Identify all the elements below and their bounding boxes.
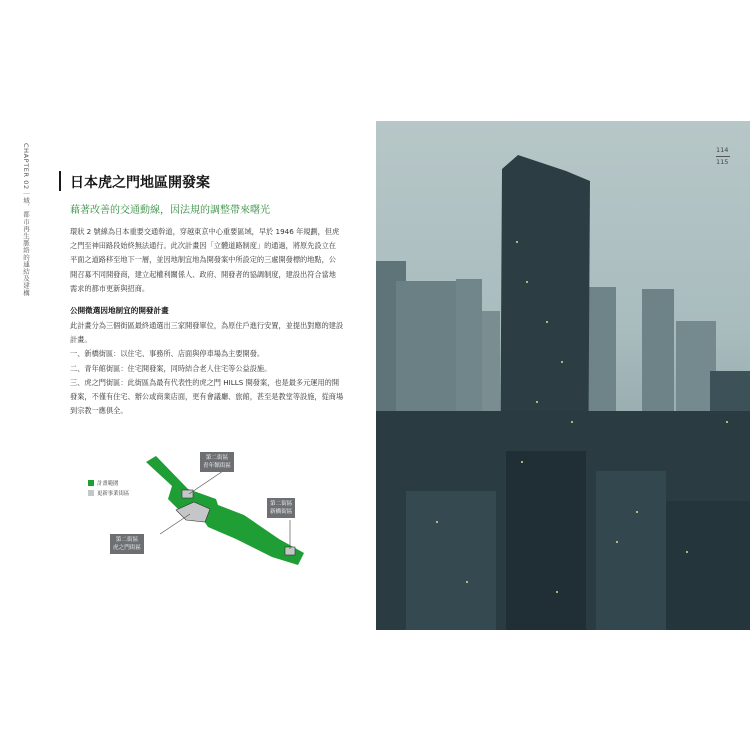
plan-line: 一、新橋街區：以住宅、事務所、店面與停車場為主要開發。 — [70, 349, 265, 359]
label-line: 青年館街區 — [203, 463, 231, 469]
page-number-divider — [716, 156, 730, 157]
leader-line — [160, 514, 190, 534]
skyline-illustration — [376, 121, 750, 630]
map-label-west — [110, 534, 144, 554]
label-line: 第二街區 — [205, 455, 229, 461]
plan-line: 此計畫分為三個街區最終通選出三家開發單位，為原住戶進行安置，並提出對應的建設計畫。 — [70, 321, 344, 345]
legend-swatch-gray — [88, 490, 94, 496]
legend-label: 更新事業街區 — [97, 491, 130, 497]
label-line: 第二街區 — [270, 501, 293, 507]
page-subtitle: 藉著改善的交通動線，因法規的調整帶來曙光 — [70, 205, 270, 216]
building — [406, 491, 496, 630]
label-line: 虎之門街區 — [113, 545, 141, 551]
legend-item — [88, 488, 129, 498]
leader-line — [189, 471, 223, 494]
label-line: 第二街區 — [115, 537, 139, 543]
legend-swatch-green — [88, 480, 94, 486]
label-line: 新橋街區 — [270, 509, 293, 515]
building — [506, 451, 586, 630]
renewal-block-north — [182, 490, 193, 498]
plan-line: 二、青年館街區：住宅開發案，同時結合老人住宅等公益設施。 — [70, 363, 272, 373]
plan-line: 三、虎之門街區：此街區為最有代表性的虎之門 HILLS 開發案，也是最多元運用的開發案，不僅有住宅、辦公或商業店面，更有會議廳、旅館，甚至是教堂等設施，從商場到宗教一應俱全。 — [70, 377, 344, 416]
city-photo — [376, 121, 750, 630]
map-label-east — [267, 498, 295, 518]
section-heading: 公開徵選因地制宜的開發計畫 — [70, 306, 169, 315]
chapter-running-head: CHAPTER 02｜城．都市再生脈絡的連結及建構 — [22, 143, 30, 297]
page-number-right: 115 — [716, 158, 729, 166]
page-title: 日本虎之門地區開發案 — [70, 175, 210, 191]
left-page — [4, 121, 376, 630]
building — [666, 501, 750, 630]
page-number-left: 114 — [716, 146, 729, 154]
book-spread — [4, 121, 750, 630]
map-label-north — [200, 452, 234, 472]
legend-label: 計畫範圍 — [97, 481, 119, 487]
site-map — [4, 121, 376, 630]
map-legend — [88, 478, 129, 498]
building — [596, 471, 666, 630]
page-numbers — [716, 146, 730, 167]
intro-paragraph: 環狀 2 號線為日本重要交通幹道，穿越東京中心重要區域，早於 1946 年規劃，但虎之門至神田路段始終無法通行。此次計畫因「立體道路制度」的通過，將原先設立在平面之道路移至地下一層，並因地制宜地為開發案中所設定的三處開發標的地點，公開召募不同開發商，建立起權利關係人、政府、開發者的協調制度，建設出符合當地需求的都市更新與招商。 — [70, 227, 340, 293]
legend-item — [88, 478, 129, 488]
